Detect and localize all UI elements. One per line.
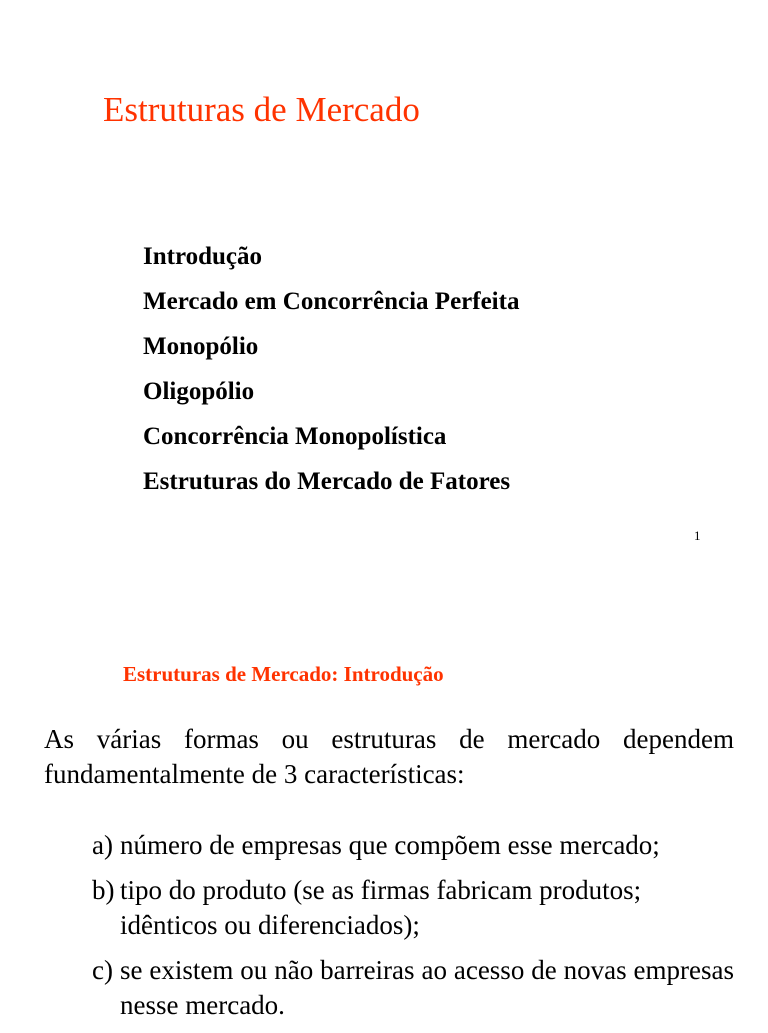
slide-2 [0, 580, 768, 1024]
page-number: 1 [694, 528, 701, 543]
intro-paragraph: As várias formas ou estruturas de mercado dependem fundamentalmente de 3 características: [44, 724, 734, 789]
list-item-text: tipo do produto (se as firmas fabricam produtos; idênticos ou diferenciados); [120, 875, 642, 940]
topic-item-mercado-de-fatores: Estruturas do Mercado de Fatores [143, 468, 511, 495]
topic-list [143, 234, 519, 504]
slide-title: Estruturas de Mercado [103, 90, 420, 129]
topic-item-introducao: Introdução [143, 243, 263, 270]
topic-item-oligopolio: Oligopólio [143, 378, 255, 405]
characteristics-list [92, 828, 734, 1033]
list-item [92, 953, 734, 1023]
topic-item-concorrencia-perfeita: Mercado em Concorrência Perfeita [143, 288, 520, 315]
list-item-text: se existem ou não barreiras ao acesso de novas empresas nesse mercado. [120, 955, 734, 1020]
list-item [92, 828, 734, 863]
list-item-text: número de empresas que compõem esse mercado; [120, 830, 660, 860]
slide-subtitle: Estruturas de Mercado: Introdução [123, 662, 444, 686]
topic-item-monopolio: Monopólio [143, 333, 259, 360]
list-item-marker: b) [92, 875, 115, 905]
list-item [92, 873, 734, 943]
list-item-marker: a) [92, 830, 113, 860]
list-item-marker: c) [92, 955, 113, 985]
topic-item-concorrencia-monopolistica: Concorrência Monopolística [143, 423, 447, 450]
